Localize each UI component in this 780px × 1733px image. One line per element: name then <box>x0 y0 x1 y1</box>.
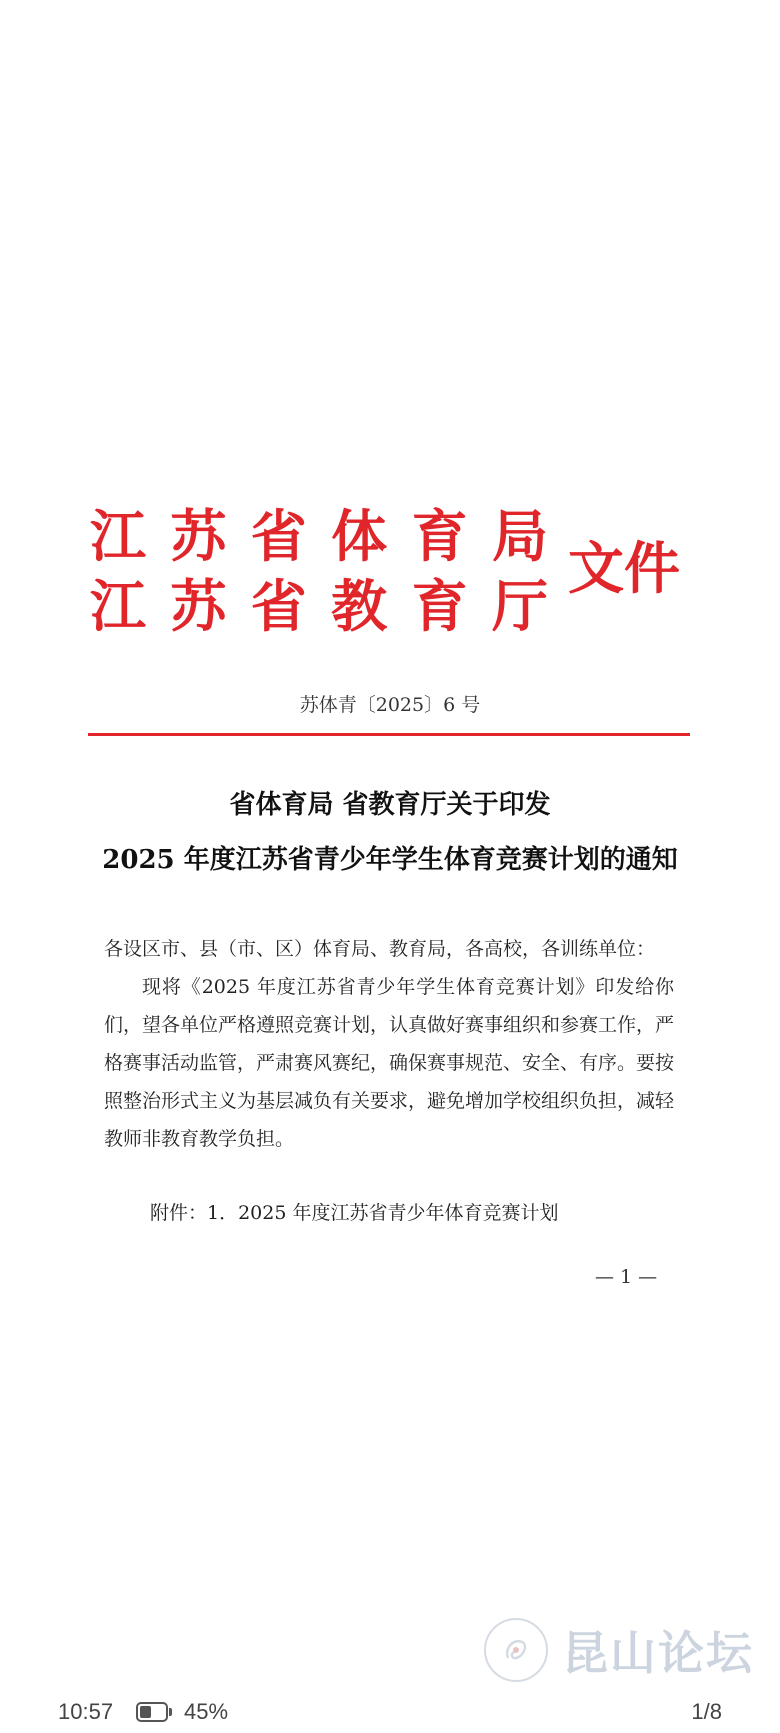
header-char: 体 <box>331 505 388 570</box>
status-bar <box>0 1695 780 1733</box>
red-divider <box>88 733 690 736</box>
header-line-education-dept <box>90 575 548 641</box>
document-body <box>104 930 674 1158</box>
battery-level <box>140 1706 151 1718</box>
page-number: — 1 — <box>595 1266 658 1288</box>
body-paragraph: 现将《2025 年度江苏省青少年学生体育竞赛计划》印发给你们，望各单位严格遵照竞赛计划，认真做好赛事组织和参赛工作，严格赛事活动监管，严肃赛风赛纪，确保赛事规范、安全、有序。要按照整治形式主义为基层减负有关要求，避免增加学校组织负担，减轻教师非教育教学负担。 <box>104 976 675 1150</box>
header-line-sports-bureau <box>90 505 548 571</box>
watermark-logo-icon <box>484 1618 548 1682</box>
battery-icon <box>136 1702 172 1722</box>
attachment-line: 附件：1．2025 年度江苏省青少年体育竞赛计划 <box>150 1202 559 1224</box>
header-char: 教 <box>331 575 388 640</box>
header-char: 江 <box>90 505 146 570</box>
salutation: 各设区市、县（市、区）体育局、教育局，各高校，各训练单位： <box>104 938 656 960</box>
clock: 10:57 <box>58 1699 114 1724</box>
header-char: 厅 <box>491 575 548 640</box>
header-char: 苏 <box>170 505 227 570</box>
watermark <box>484 1617 754 1683</box>
document-number: 苏体青〔2025〕6 号 <box>299 694 481 716</box>
header-char: 江 <box>90 575 146 640</box>
page-indicator: 1/8 <box>691 1699 722 1724</box>
header-char: 局 <box>491 505 548 570</box>
header-char: 省 <box>250 505 307 570</box>
header-char: 省 <box>250 575 307 640</box>
document-title-line2: 2025 年度江苏省青少年学生体育竞赛计划的通知 <box>102 845 678 875</box>
watermark-text: 昆山论坛 <box>562 1626 754 1680</box>
document-title-line1: 省体育局 省教育厅关于印发 <box>229 790 551 820</box>
header-char: 育 <box>411 575 468 640</box>
header-char: 育 <box>411 505 468 570</box>
header-suffix: 文件 <box>568 537 680 602</box>
battery-percent: 45% <box>184 1699 229 1724</box>
red-header <box>90 505 710 645</box>
header-char: 苏 <box>170 575 227 640</box>
